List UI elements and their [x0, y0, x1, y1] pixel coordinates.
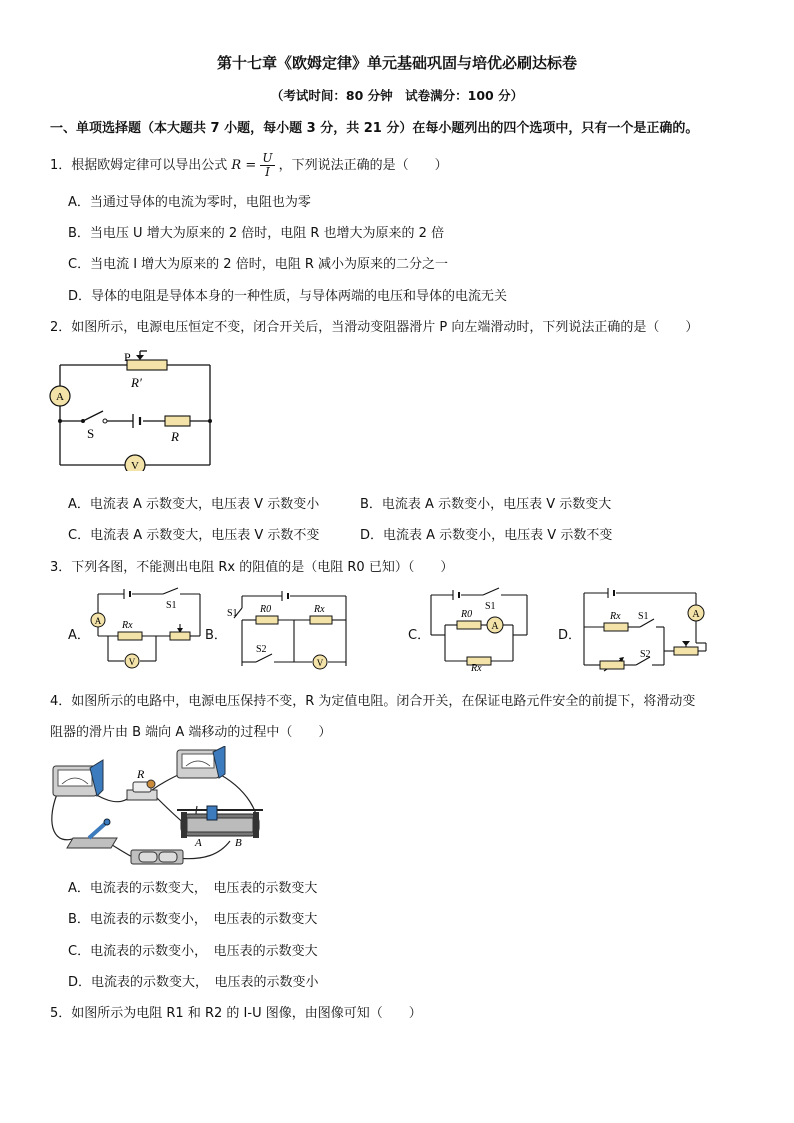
question-1-stem: 1．根据欧姆定律可以导出公式 R = $\frac{U}{I}$ ，下列说法正确的是（ ）	[50, 151, 448, 179]
svg-text:V: V	[131, 460, 139, 471]
voltmeter-illustration	[177, 746, 225, 778]
svg-text:A: A	[491, 621, 499, 632]
svg-text:Rx: Rx	[610, 611, 621, 622]
svg-text:R0: R0	[461, 609, 473, 620]
exam-info: （考试时间：80 分钟 试卷满分：100 分）	[270, 88, 524, 103]
svg-text:V: V	[316, 658, 324, 668]
rheostat-illustration	[177, 806, 263, 838]
rheostat-symbol	[127, 355, 167, 370]
question-3-label-a[interactable]: A．	[68, 628, 90, 643]
svg-text:A: A	[195, 837, 202, 849]
question-1-option-b[interactable]: B．当电压 U 增大为原来的 2 倍时，电阻 R 也增大为原来的 2 倍	[68, 226, 445, 241]
question-4-stem-line-2: 阻器的滑片由 B 端向 A 端移动的过程中（ ）	[50, 725, 332, 740]
slider-label: P	[124, 350, 131, 364]
question-3-label-c[interactable]: C．	[408, 628, 431, 643]
svg-text:A: A	[692, 609, 700, 620]
resistor-symbol	[165, 416, 190, 426]
voltmeter-symbol	[125, 455, 145, 471]
resistor-label: R	[171, 429, 179, 444]
section-heading: 一、单项选择题（本大题共 7 小题，每小题 3 分，共 21 分）在每小题列出的四个选项中，只有一个是正确的。	[50, 121, 699, 136]
question-4-option-c[interactable]: C．电流表的示数变小， 电压表的示数变大	[68, 944, 318, 959]
question-4-stem-line-1: 4．如图所示的电路中，电源电压保持不变，R 为定值电阻。闭合开关，在保证电路元件安全的前提下，将滑动变	[50, 694, 696, 709]
svg-text:R0: R0	[260, 604, 272, 615]
question-2-stem: 2．如图所示，电源电压恒定不变，闭合开关后，当滑动变阻器滑片 P 向左端滑动时，下列说法正确的是（ ）	[50, 320, 699, 335]
switch-illustration	[67, 819, 117, 848]
question-5-stem: 5．如图所示为电阻 R1 和 R2 的 I-U 图像，由图像可知（ ）	[50, 1006, 422, 1021]
svg-text:S2: S2	[640, 649, 651, 660]
rheostat-label: R′	[131, 375, 142, 390]
battery-illustration	[131, 850, 183, 864]
question-4-option-b[interactable]: B．电流表的示数变小， 电压表的示数变大	[68, 912, 318, 927]
switch-label: S	[87, 426, 95, 441]
svg-text:S2: S2	[256, 644, 267, 655]
svg-text:Rx: Rx	[471, 663, 482, 671]
formula-lhs: R =	[231, 158, 257, 173]
question-4-apparatus-illustration	[45, 746, 270, 866]
svg-text:S1: S1	[485, 601, 496, 612]
formula-fraction: $\frac{U}{I}$	[262, 151, 273, 179]
fixed-resistor-illustration	[127, 780, 157, 800]
svg-text:S1: S1	[166, 600, 177, 611]
question-3-circuit-b	[226, 588, 350, 676]
svg-text:Rx: Rx	[122, 620, 133, 631]
question-2-circuit-diagram	[45, 343, 220, 471]
question-3-label-b[interactable]: B．	[205, 628, 227, 643]
svg-text:S1: S1	[227, 608, 238, 619]
svg-text:R: R	[137, 767, 145, 781]
page-title: 第十七章《欧姆定律》单元基础巩固与培优必刷达标卷	[216, 54, 577, 72]
question-1-option-c[interactable]: C．当电流 I 增大为原来的 2 倍时，电阻 R 减小为原来的二分之一	[68, 257, 449, 272]
question-3-label-d[interactable]: D．	[558, 628, 582, 643]
question-1-option-a[interactable]: A．当通过导体的电流为零时，电阻也为零	[68, 195, 311, 210]
question-2-option-c[interactable]: C．电流表 A 示数变大，电压表 V 示数不变	[68, 528, 320, 543]
ammeter-symbol	[50, 386, 70, 406]
svg-text:V: V	[128, 657, 136, 667]
ammeter-illustration	[53, 760, 103, 796]
svg-text:S1: S1	[638, 611, 649, 622]
svg-text:B: B	[235, 837, 242, 849]
question-4-option-a[interactable]: A．电流表的示数变大， 电压表的示数变大	[68, 881, 318, 896]
question-3-circuit-d	[578, 585, 712, 675]
question-3-stem: 3．下列各图，不能测出电阻 Rx 的阻值的是（电阻 R0 已知）（ ）	[50, 560, 454, 575]
question-2-option-a[interactable]: A．电流表 A 示数变大，电压表 V 示数变小	[68, 497, 320, 512]
svg-text:A: A	[56, 391, 64, 403]
question-2-option-d[interactable]: D．电流表 A 示数变小，电压表 V 示数不变	[360, 528, 613, 543]
question-3-circuit-a	[88, 586, 206, 676]
question-1-option-d[interactable]: D．导体的电阻是导体本身的一种性质，与导体两端的电压和导体的电流无关	[68, 289, 508, 304]
svg-text:Rx: Rx	[314, 604, 325, 615]
question-3-circuit-c	[425, 585, 533, 671]
svg-text:A: A	[94, 616, 102, 626]
question-2-option-b[interactable]: B．电流表 A 示数变小，电压表 V 示数变大	[360, 497, 612, 512]
question-4-option-d[interactable]: D．电流表的示数变大， 电压表的示数变小	[68, 975, 319, 990]
